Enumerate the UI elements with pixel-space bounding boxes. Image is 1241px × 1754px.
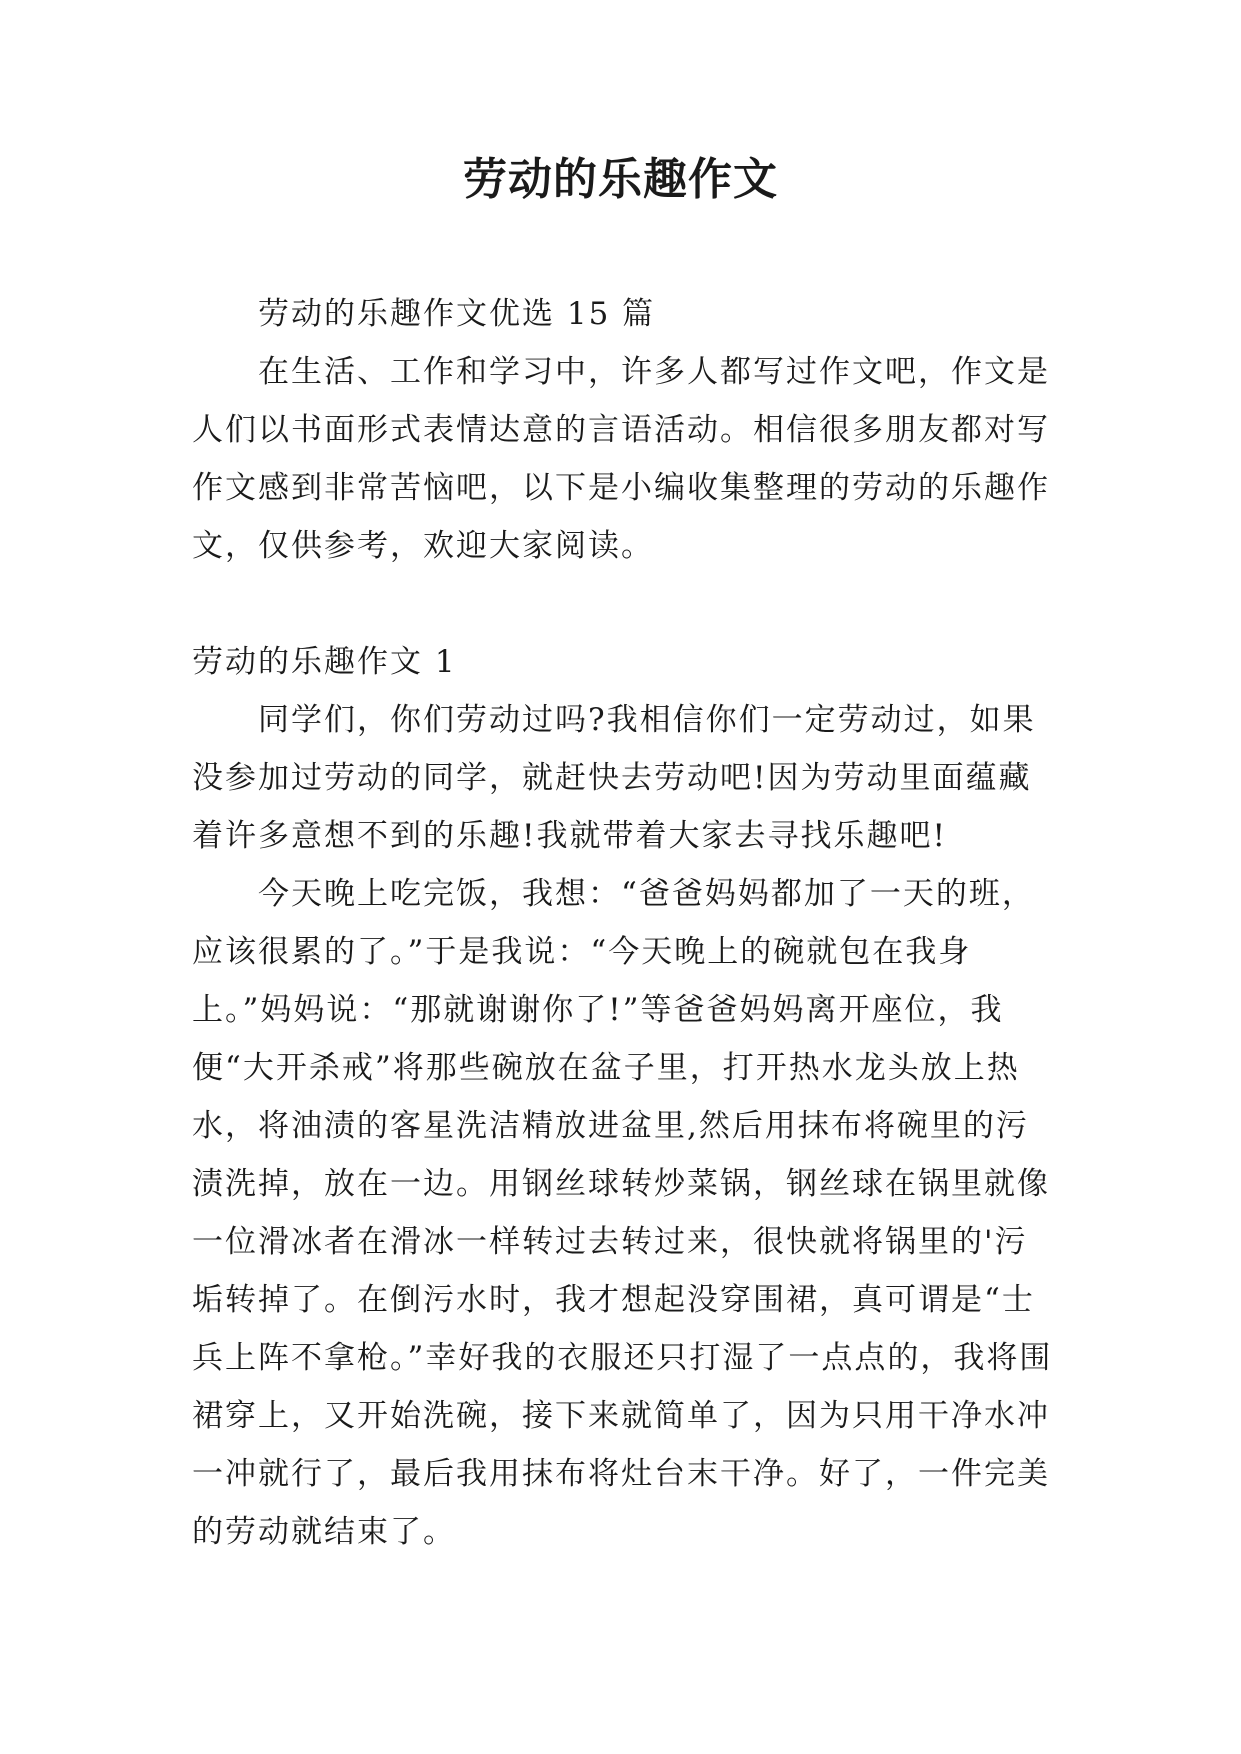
document-body: [192, 285, 1054, 1561]
document-subtitle: 劳动的乐趣作文优选 15 篇: [258, 296, 656, 332]
section-heading: 劳动的乐趣作文 1: [192, 644, 457, 680]
section-paragraph: 今天晚上吃完饭，我想：“爸爸妈妈都加了一天的班，应该很累的了。”于是我说：“今天晚上的碗就包在我身上。”妈妈说：“那就谢谢你了!”等爸爸妈妈离开座位，我便“大开杀戒”将那些碗放在盆子里，打开热水龙头放上热水，将油渍的客星洗洁精放进盆里,然后用抹布将碗里的污渍洗掉，放在一边。用钢丝球转炒菜锅，钢丝球在锅里就像一位滑冰者在滑冰一样转过去转过来，很快就将锅里的'污垢转掉了。在倒污水时，我才想起没穿围裙，真可谓是“士兵上阵不拿枪。”幸好我的衣服还只打湿了一点点的，我将围裙穿上，又开始洗碗，接下来就简单了，因为只用干净水冲一冲就行了，最后我用抹布将灶台末干净。好了，一件完美的劳动就结束了。: [192, 876, 1053, 1550]
section-paragraph: 同学们，你们劳动过吗?我相信你们一定劳动过，如果没参加过劳动的同学，就赶快去劳动吧!因为劳动里面蕴藏着许多意想不到的乐趣!我就带着大家去寻找乐趣吧!: [192, 702, 1036, 854]
intro-paragraph: 在生活、工作和学习中，许多人都写过作文吧，作文是人们以书面形式表情达意的言语活动。相信很多朋友都对写作文感到非常苦恼吧，以下是小编收集整理的劳动的乐趣作文，仅供参考，欢迎大家阅读。: [192, 354, 1050, 564]
document-title: 劳动的乐趣作文: [463, 154, 778, 205]
